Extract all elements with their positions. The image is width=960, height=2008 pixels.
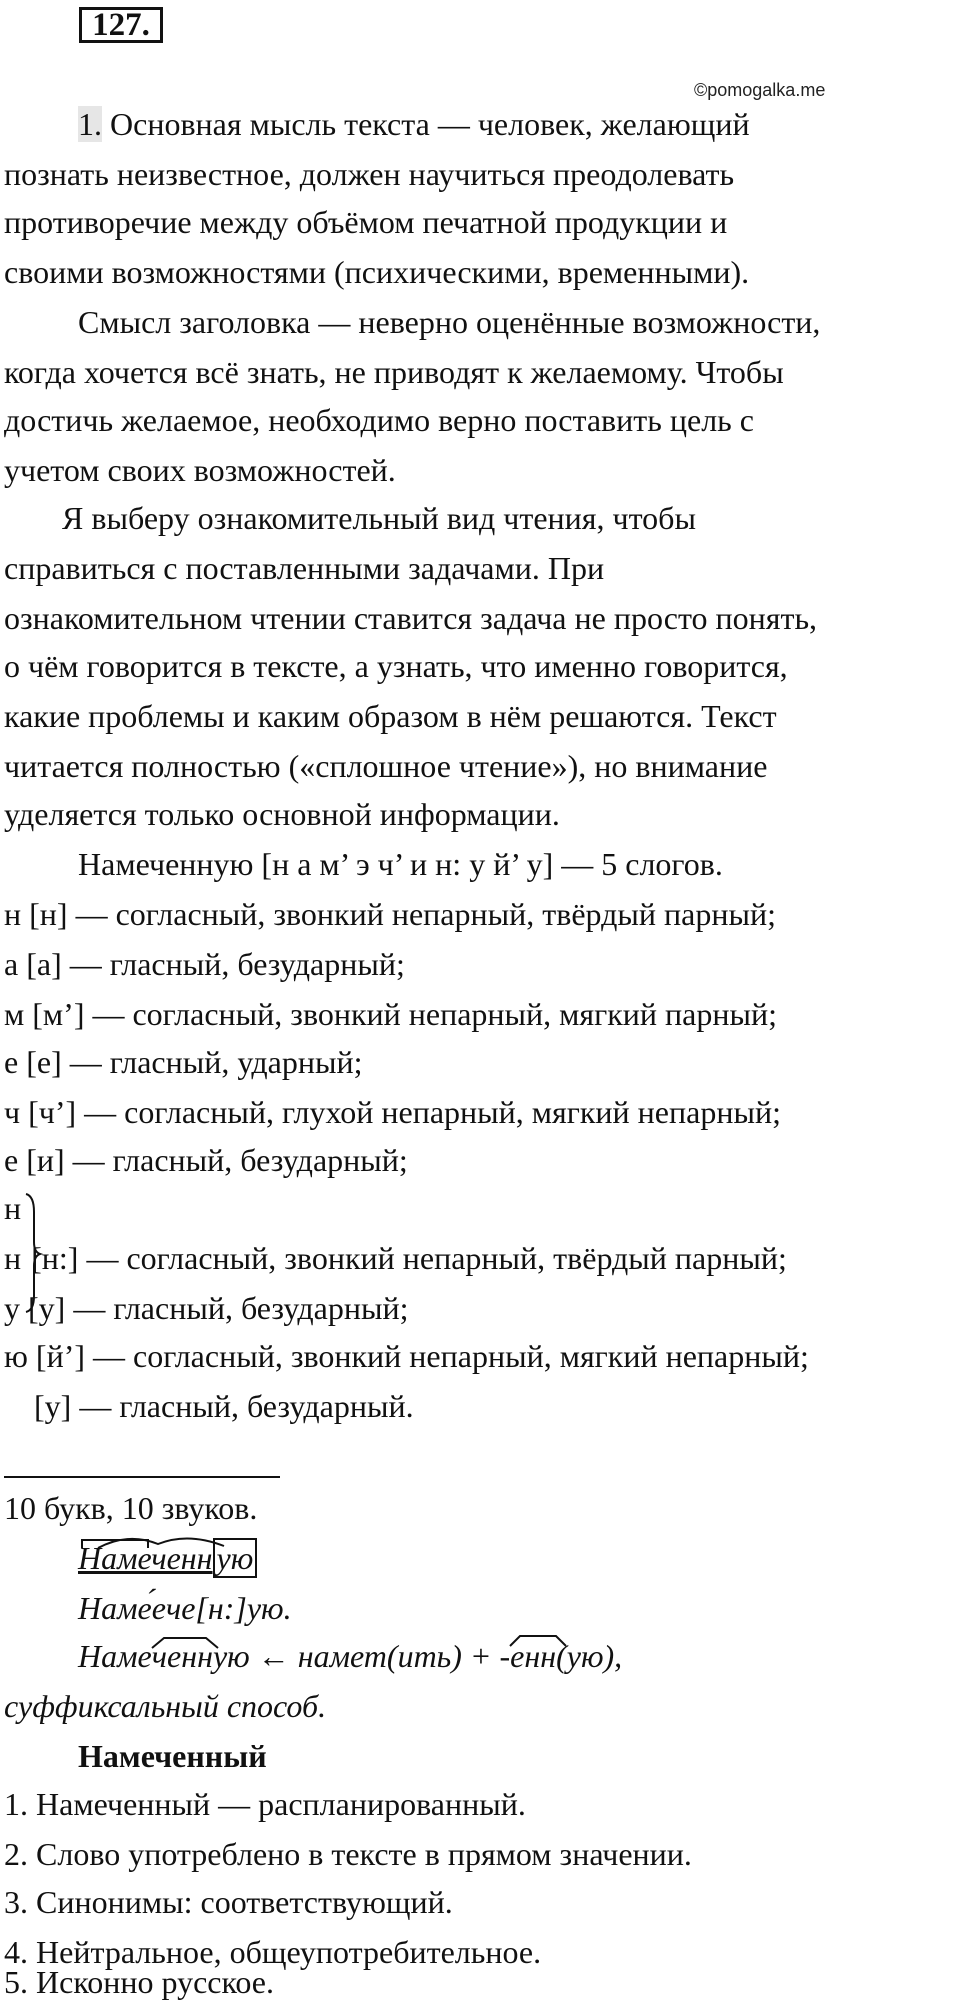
stress-part-1: Наме: [78, 1590, 152, 1626]
phonetic-line-3: м [м’] — согласный, звонкий непарный, мягкий парный;: [4, 996, 778, 1032]
paragraph-1-line-4: своими возможностями (психическими, временными).: [4, 254, 750, 290]
separator-line: [4, 1476, 280, 1478]
deriv-part-3: нную: [181, 1638, 250, 1674]
word-stem: [78, 1538, 213, 1578]
lexical-item-3: 3. Синонимы: соответствующий.: [4, 1884, 453, 1920]
ending-box: ую: [213, 1538, 258, 1578]
phonetic-line-6: е [и] — гласный, безударный;: [4, 1142, 408, 1178]
paragraph-2-line-4: учетом своих возможностей.: [4, 452, 396, 488]
text: Основная мысль текста — человек, желающий: [102, 106, 750, 142]
suffix-block: [510, 1636, 556, 1676]
stress-vowel: е: [151, 1590, 166, 1626]
paragraph-1-line-3: противоречие между объёмом печатной продукции и: [4, 204, 728, 240]
letter: н: [4, 1240, 22, 1276]
paragraph-3-line-5: какие проблемы и каким образом в нём решаются. Текст: [4, 698, 777, 734]
phonetic-intro: Намеченную [н а м’ э ч’ и н: у й’ у] — 5 слогов.: [78, 846, 723, 882]
phonetic-line-8: [4, 1238, 787, 1278]
suffix-arc-2: [508, 1632, 570, 1648]
stress-transcription: [78, 1588, 292, 1628]
paragraph-3-line-1: Я выберу ознакомительный вид чтения, чтобы: [62, 500, 696, 536]
phonetic-line-1: н [н] — согласный, звонкий непарный, твёрдый парный;: [4, 896, 776, 932]
phonetic-line-11: [у] — гласный, безударный.: [34, 1388, 414, 1424]
letter-sound-count: 10 букв, 10 звуков.: [4, 1490, 258, 1526]
word-formation: [78, 1636, 622, 1676]
sound-description: [н:] — согласный, звонкий непарный, твёрдый парный;: [31, 1240, 787, 1276]
phonetic-line-7: н: [4, 1190, 22, 1226]
paragraph-3-line-2: справиться с поставленными задачами. При: [4, 550, 605, 586]
deriv-suffix: енн: [510, 1638, 557, 1674]
lexical-item-2: 2. Слово употреблено в тексте в прямом значении.: [4, 1836, 692, 1872]
root-arc: [78, 1534, 228, 1550]
double-letter-brace: [20, 1192, 44, 1314]
watermark: ©pomogalka.me: [694, 80, 826, 100]
paragraph-3-line-7: уделяется только основной информации.: [4, 796, 560, 832]
deriv-part-1: Наме: [78, 1638, 152, 1674]
lexical-item-1: 1. Намеченный — распланированный.: [4, 1786, 526, 1822]
deriv-suffix-mark: [152, 1636, 181, 1676]
morpheme-analysis: [78, 1538, 257, 1578]
paragraph-2-line-3: достичь желаемое, необходимо верно поставить цель с: [4, 402, 754, 438]
phonetic-line-9: [4, 1288, 408, 1328]
paragraph-3-line-3: ознакомительном чтении ставится задача не просто понять,: [4, 600, 818, 636]
stress-part-2: че[н:]ую.: [165, 1590, 292, 1626]
deriv-part-2: че: [151, 1638, 182, 1674]
sound-description: [у] — гласный, безударный;: [28, 1290, 409, 1326]
paragraph-1-line-2: познать неизвестное, должен научиться преодолевать: [4, 156, 735, 192]
phonetic-line-5: ч [ч’] — согласный, глухой непарный, мягкий непарный;: [4, 1094, 781, 1130]
phonetic-line-2: а [а] — гласный, безударный;: [4, 946, 405, 982]
paragraph-2-line-2: когда хочется всё знать, не приводят к желаемому. Чтобы: [4, 354, 784, 390]
paragraph-3-line-6: читается полностью («сплошное чтение»), но внимание: [4, 748, 768, 784]
letter: у: [4, 1290, 20, 1326]
suffix-arc: [150, 1634, 220, 1650]
item-number: 1.: [78, 106, 102, 142]
deriv-arrow: ← намет(ить) + -: [249, 1638, 511, 1674]
lexical-title: Намеченный: [78, 1738, 267, 1774]
phonetic-line-4: е [е] — гласный, ударный;: [4, 1044, 363, 1080]
paragraph-1-line-1: [78, 104, 750, 144]
deriv-tail: (ую),: [556, 1638, 623, 1674]
lexical-item-4: 4. Нейтральное, общеупотребительное.: [4, 1934, 542, 1970]
task-number-box: 127.: [79, 7, 163, 43]
lexical-item-5: 5. Исконно русское.: [4, 1964, 274, 2000]
stem-text: Намеченн: [78, 1540, 213, 1576]
paragraph-3-line-4: о чём говорится в тексте, а узнать, что именно говорится,: [4, 648, 788, 684]
phonetic-line-10: ю [й’] — согласный, звонкий непарный, мягкий непарный;: [4, 1338, 809, 1374]
formation-method: суффиксальный способ.: [4, 1688, 327, 1724]
paragraph-2-line-1: Смысл заголовка — неверно оценённые возможности,: [78, 304, 821, 340]
